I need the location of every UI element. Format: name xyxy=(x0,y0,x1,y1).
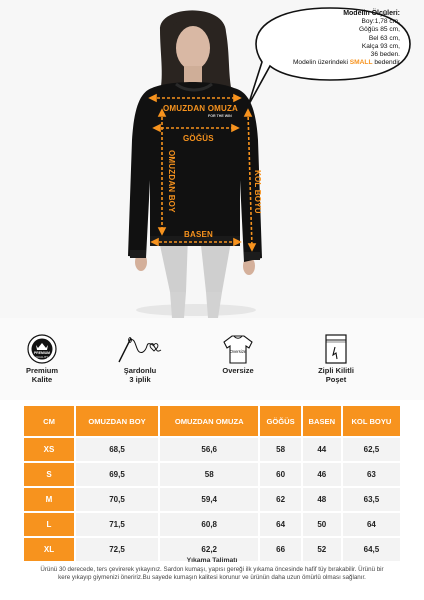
value-cell: 62,2 xyxy=(160,538,258,561)
header-sleeve: KOL BOYU xyxy=(343,406,400,436)
feature-zip-bag xyxy=(296,332,376,384)
feature-premium-label: Premium Kalite xyxy=(25,366,59,384)
header-hem: BASEN xyxy=(303,406,341,436)
value-cell: 56,6 xyxy=(160,438,258,461)
value-cell: 44 xyxy=(303,438,341,461)
header-body-length: OMUZDAN BOY xyxy=(76,406,158,436)
oversize-shirt-icon xyxy=(221,333,255,365)
feature-oversize-label: Oversize xyxy=(222,366,254,375)
header-cm: CM xyxy=(24,406,74,436)
size-table-header xyxy=(24,406,400,436)
value-cell: 58 xyxy=(160,463,258,486)
value-cell: 69,5 xyxy=(76,463,158,486)
value-cell: 63,5 xyxy=(343,488,400,511)
header-chest: GÖĞÜS xyxy=(260,406,300,436)
value-cell: 46 xyxy=(303,463,341,486)
value-cell: 71,5 xyxy=(76,513,158,536)
table-row xyxy=(24,463,400,486)
needle-thread-icon xyxy=(115,334,165,364)
table-row xyxy=(24,513,400,536)
value-cell: 72,5 xyxy=(76,538,158,561)
size-cell: XS xyxy=(24,438,74,461)
value-cell: 60 xyxy=(260,463,300,486)
washing-title: Yıkama Talimatı xyxy=(186,557,238,564)
svg-text:QUALITY: QUALITY xyxy=(35,355,49,359)
value-cell: 64 xyxy=(260,513,300,536)
feature-row xyxy=(0,318,424,400)
value-cell: 59,4 xyxy=(160,488,258,511)
value-cell: 62,5 xyxy=(343,438,400,461)
model-waist: Bel 63 cm, xyxy=(368,34,400,42)
header-shoulder: OMUZDAN OMUZA xyxy=(160,406,258,436)
value-cell: 64,5 xyxy=(343,538,400,561)
size-cell: M xyxy=(24,488,74,511)
model-wearing-size: Modelin üzerindeki SMALL bedendir xyxy=(292,59,400,67)
size-cell: S xyxy=(24,463,74,486)
value-cell: 48 xyxy=(303,488,341,511)
value-cell: 70,5 xyxy=(76,488,158,511)
svg-text:Oversize: Oversize xyxy=(229,349,247,354)
shoulder-label: OMUZDAN OMUZA xyxy=(163,104,239,113)
svg-text:PREMIUM: PREMIUM xyxy=(33,351,51,355)
model-measurements-title: Modelin Ölçüleri: xyxy=(343,10,400,17)
model-hip: Kalça 93 cm, xyxy=(361,42,400,50)
value-cell: 52 xyxy=(303,538,341,561)
size-cell: L xyxy=(24,513,74,536)
value-cell: 68,5 xyxy=(76,438,158,461)
model-measurements xyxy=(262,10,400,67)
face xyxy=(176,26,210,70)
model-height: Boy:1,78 cm, xyxy=(361,18,400,26)
value-cell: 60,8 xyxy=(160,513,258,536)
washing-text: Ürünü 30 derecede, ters çevirerek yıkayınız. Sardon kumaşı, yapısı gereği ilk yıkama öncesinde hafif tüy bırakabilir. Ürünü bir kere yıkayıp giymenizi öneririz.Bu sayede kumaşın kalitesi korunur ve ürünün daha uzun ömürlü olması sağlanır. xyxy=(40,566,384,582)
hem-label: BASEN xyxy=(184,230,214,239)
feature-sardonlu-label: Şardonlu 3 iplik xyxy=(123,366,157,384)
table-row xyxy=(24,488,400,511)
sweatshirt-print: FOR THE WIN xyxy=(208,114,232,118)
table-row xyxy=(24,438,400,461)
zip-bag-icon xyxy=(323,333,349,365)
feature-premium xyxy=(2,332,82,384)
premium-quality-badge-icon xyxy=(26,333,58,365)
size-cell: XL xyxy=(24,538,74,561)
chest-label: GÖĞÜS xyxy=(183,134,214,143)
size-table xyxy=(22,404,402,563)
value-cell: 63 xyxy=(343,463,400,486)
value-cell: 66 xyxy=(260,538,300,561)
sleeve-label: KOL BOYU xyxy=(253,170,262,214)
feature-zip-bag-label: Zipli Kilitli Poşet xyxy=(318,366,354,384)
value-cell: 62 xyxy=(260,488,300,511)
value-cell: 64 xyxy=(343,513,400,536)
feature-sardonlu xyxy=(100,332,180,384)
feature-oversize xyxy=(198,332,278,375)
model-chest: Göğüs 85 cm, xyxy=(358,26,400,34)
value-cell: 58 xyxy=(260,438,300,461)
value-cell: 50 xyxy=(303,513,341,536)
model-size: 36 beden. xyxy=(370,51,400,59)
body-length-label: OMUZDAN BOY xyxy=(167,150,176,213)
